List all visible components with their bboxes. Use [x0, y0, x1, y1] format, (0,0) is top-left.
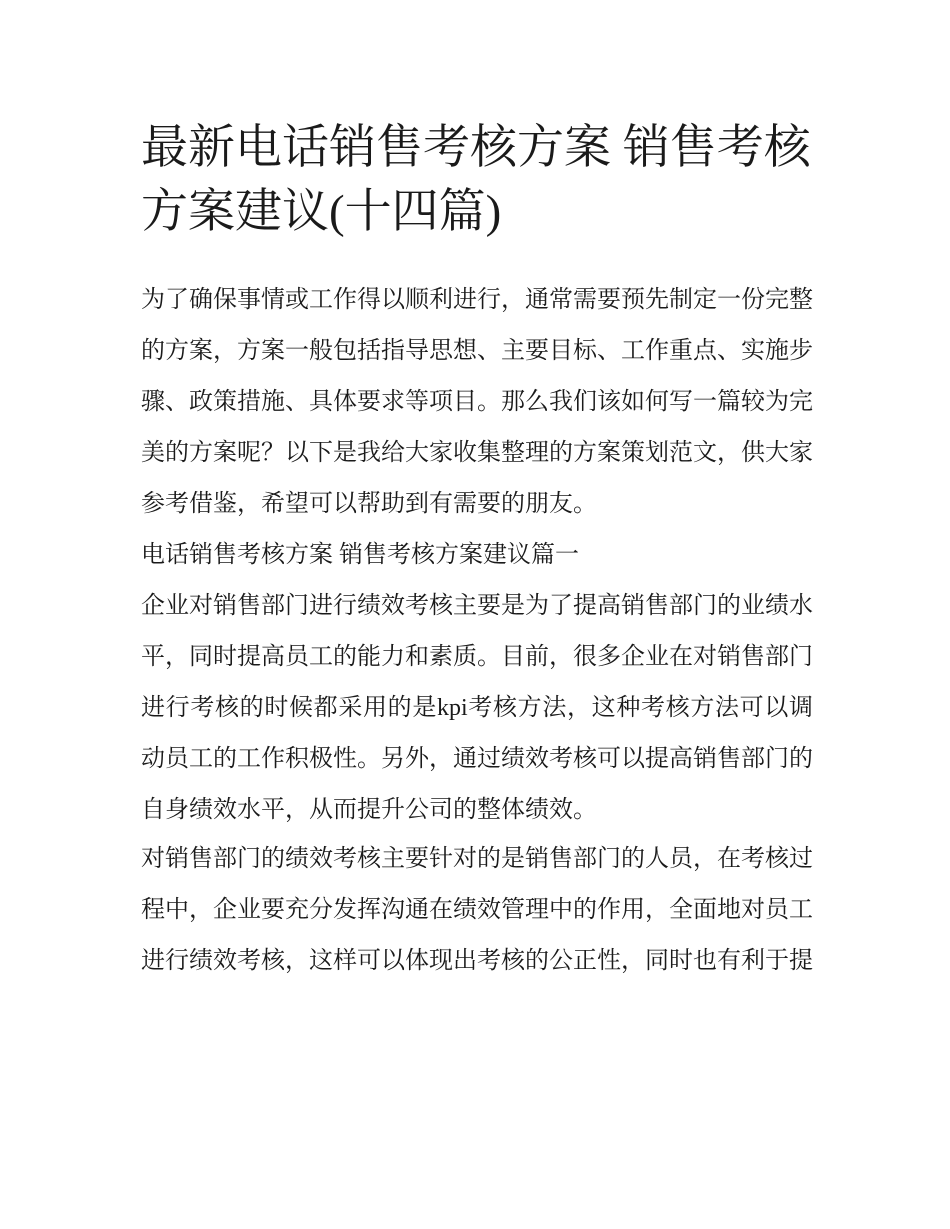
- intro-paragraph: 为了确保事情或工作得以顺利进行，通常需要预先制定一份完整的方案，方案一般包括指导思想、主要目标、工作重点、实施步骤、政策措施、具体要求等项目。那么我们该如何写一篇较为完美的方案呢？以下是我给大家收集整理的方案策划范文，供大家参考借鉴，希望可以帮助到有需要的朋友。: [141, 287, 813, 517]
- section-heading: 电话销售考核方案 销售考核方案建议篇一: [141, 542, 579, 568]
- body-paragraph-1: 企业对销售部门进行绩效考核主要是为了提高销售部门的业绩水平，同时提高员工的能力和素质。目前，很多企业在对销售部门进行考核的时候都采用的是kpi考核方法，这种考核方法可以调动员工的工作积极性。另外，通过绩效考核可以提高销售部门的自身绩效水平，从而提升公司的整体绩效。: [141, 593, 813, 823]
- body-paragraph-2: 对销售部门的绩效考核主要针对的是销售部门的人员，在考核过程中，企业要充分发挥沟通在绩效管理中的作用，全面地对员工进行绩效考核，这样可以体现出考核的公正性，同时也有利于提: [141, 846, 813, 974]
- document-title: 最新电话销售考核方案 销售考核方案建议(十四篇): [141, 122, 811, 238]
